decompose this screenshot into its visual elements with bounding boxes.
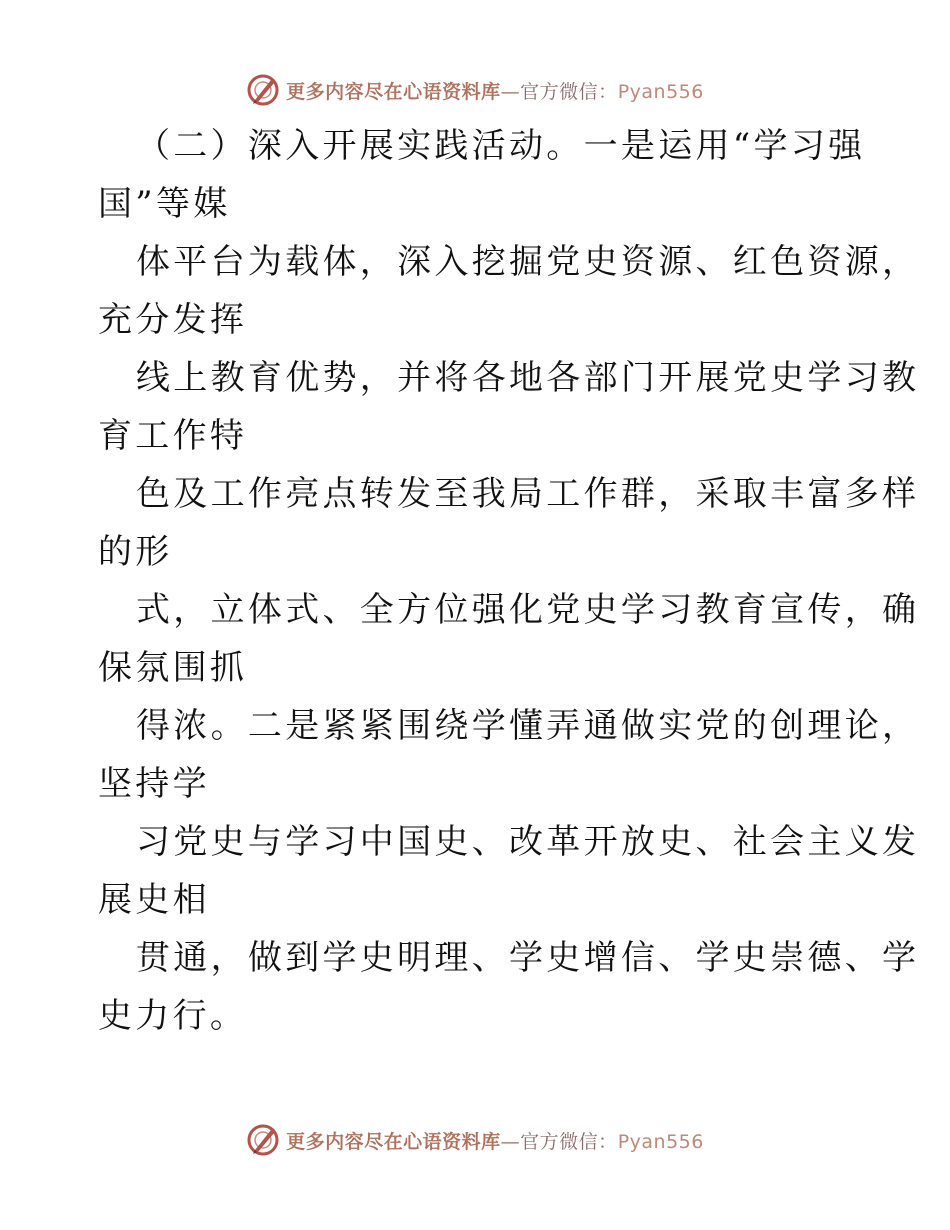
text-line: 线上教育优势，并将各地各部门开展党史学习教 <box>136 358 920 398</box>
watermark-text <box>286 77 704 104</box>
text-line: 展史相 <box>98 880 210 920</box>
watermark-text <box>286 1127 704 1154</box>
watermark-dash: — <box>500 80 521 103</box>
text-line: 保氛围抓 <box>98 648 248 688</box>
text-line: 充分发挥 <box>98 300 248 340</box>
footer-watermark <box>0 1120 950 1160</box>
pen-logo-icon <box>246 73 280 107</box>
watermark-account: Pyan556 <box>617 80 704 103</box>
text-line: 史力行。 <box>98 996 248 1036</box>
text-line: 的形 <box>98 532 173 572</box>
text-line: 坚持学 <box>98 764 210 804</box>
watermark-official: 官方微信： <box>520 80 618 103</box>
text-line: 育工作特 <box>98 416 248 456</box>
document-body <box>98 117 920 1045</box>
text-line: 贯通，做到学史明理、学史增信、学史崇德、学 <box>136 938 920 978</box>
pen-logo-icon <box>246 1123 280 1157</box>
watermark-main: 更多内容尽在心语资料库 <box>286 80 501 103</box>
text-line: 得浓。二是紧紧围绕学懂弄通做实党的创理论， <box>136 706 920 746</box>
text-line: 国”等媒 <box>98 184 231 224</box>
watermark-account: Pyan556 <box>617 1130 704 1153</box>
watermark-dash: — <box>500 1130 521 1153</box>
watermark-official: 官方微信： <box>520 1130 618 1153</box>
text-line: 习党史与学习中国史、改革开放史、社会主义发 <box>136 822 920 862</box>
text-line: 体平台为载体，深入挖掘党史资源、红色资源， <box>136 242 920 282</box>
header-watermark <box>0 70 950 110</box>
watermark-main: 更多内容尽在心语资料库 <box>286 1130 501 1153</box>
text-line: 式，立体式、全方位强化党史学习教育宣传，确 <box>136 590 920 630</box>
text-line: 色及工作亮点转发至我局工作群，采取丰富多样 <box>136 474 920 514</box>
text-line: （二）深入开展实践活动。一是运用“学习强 <box>136 126 866 166</box>
